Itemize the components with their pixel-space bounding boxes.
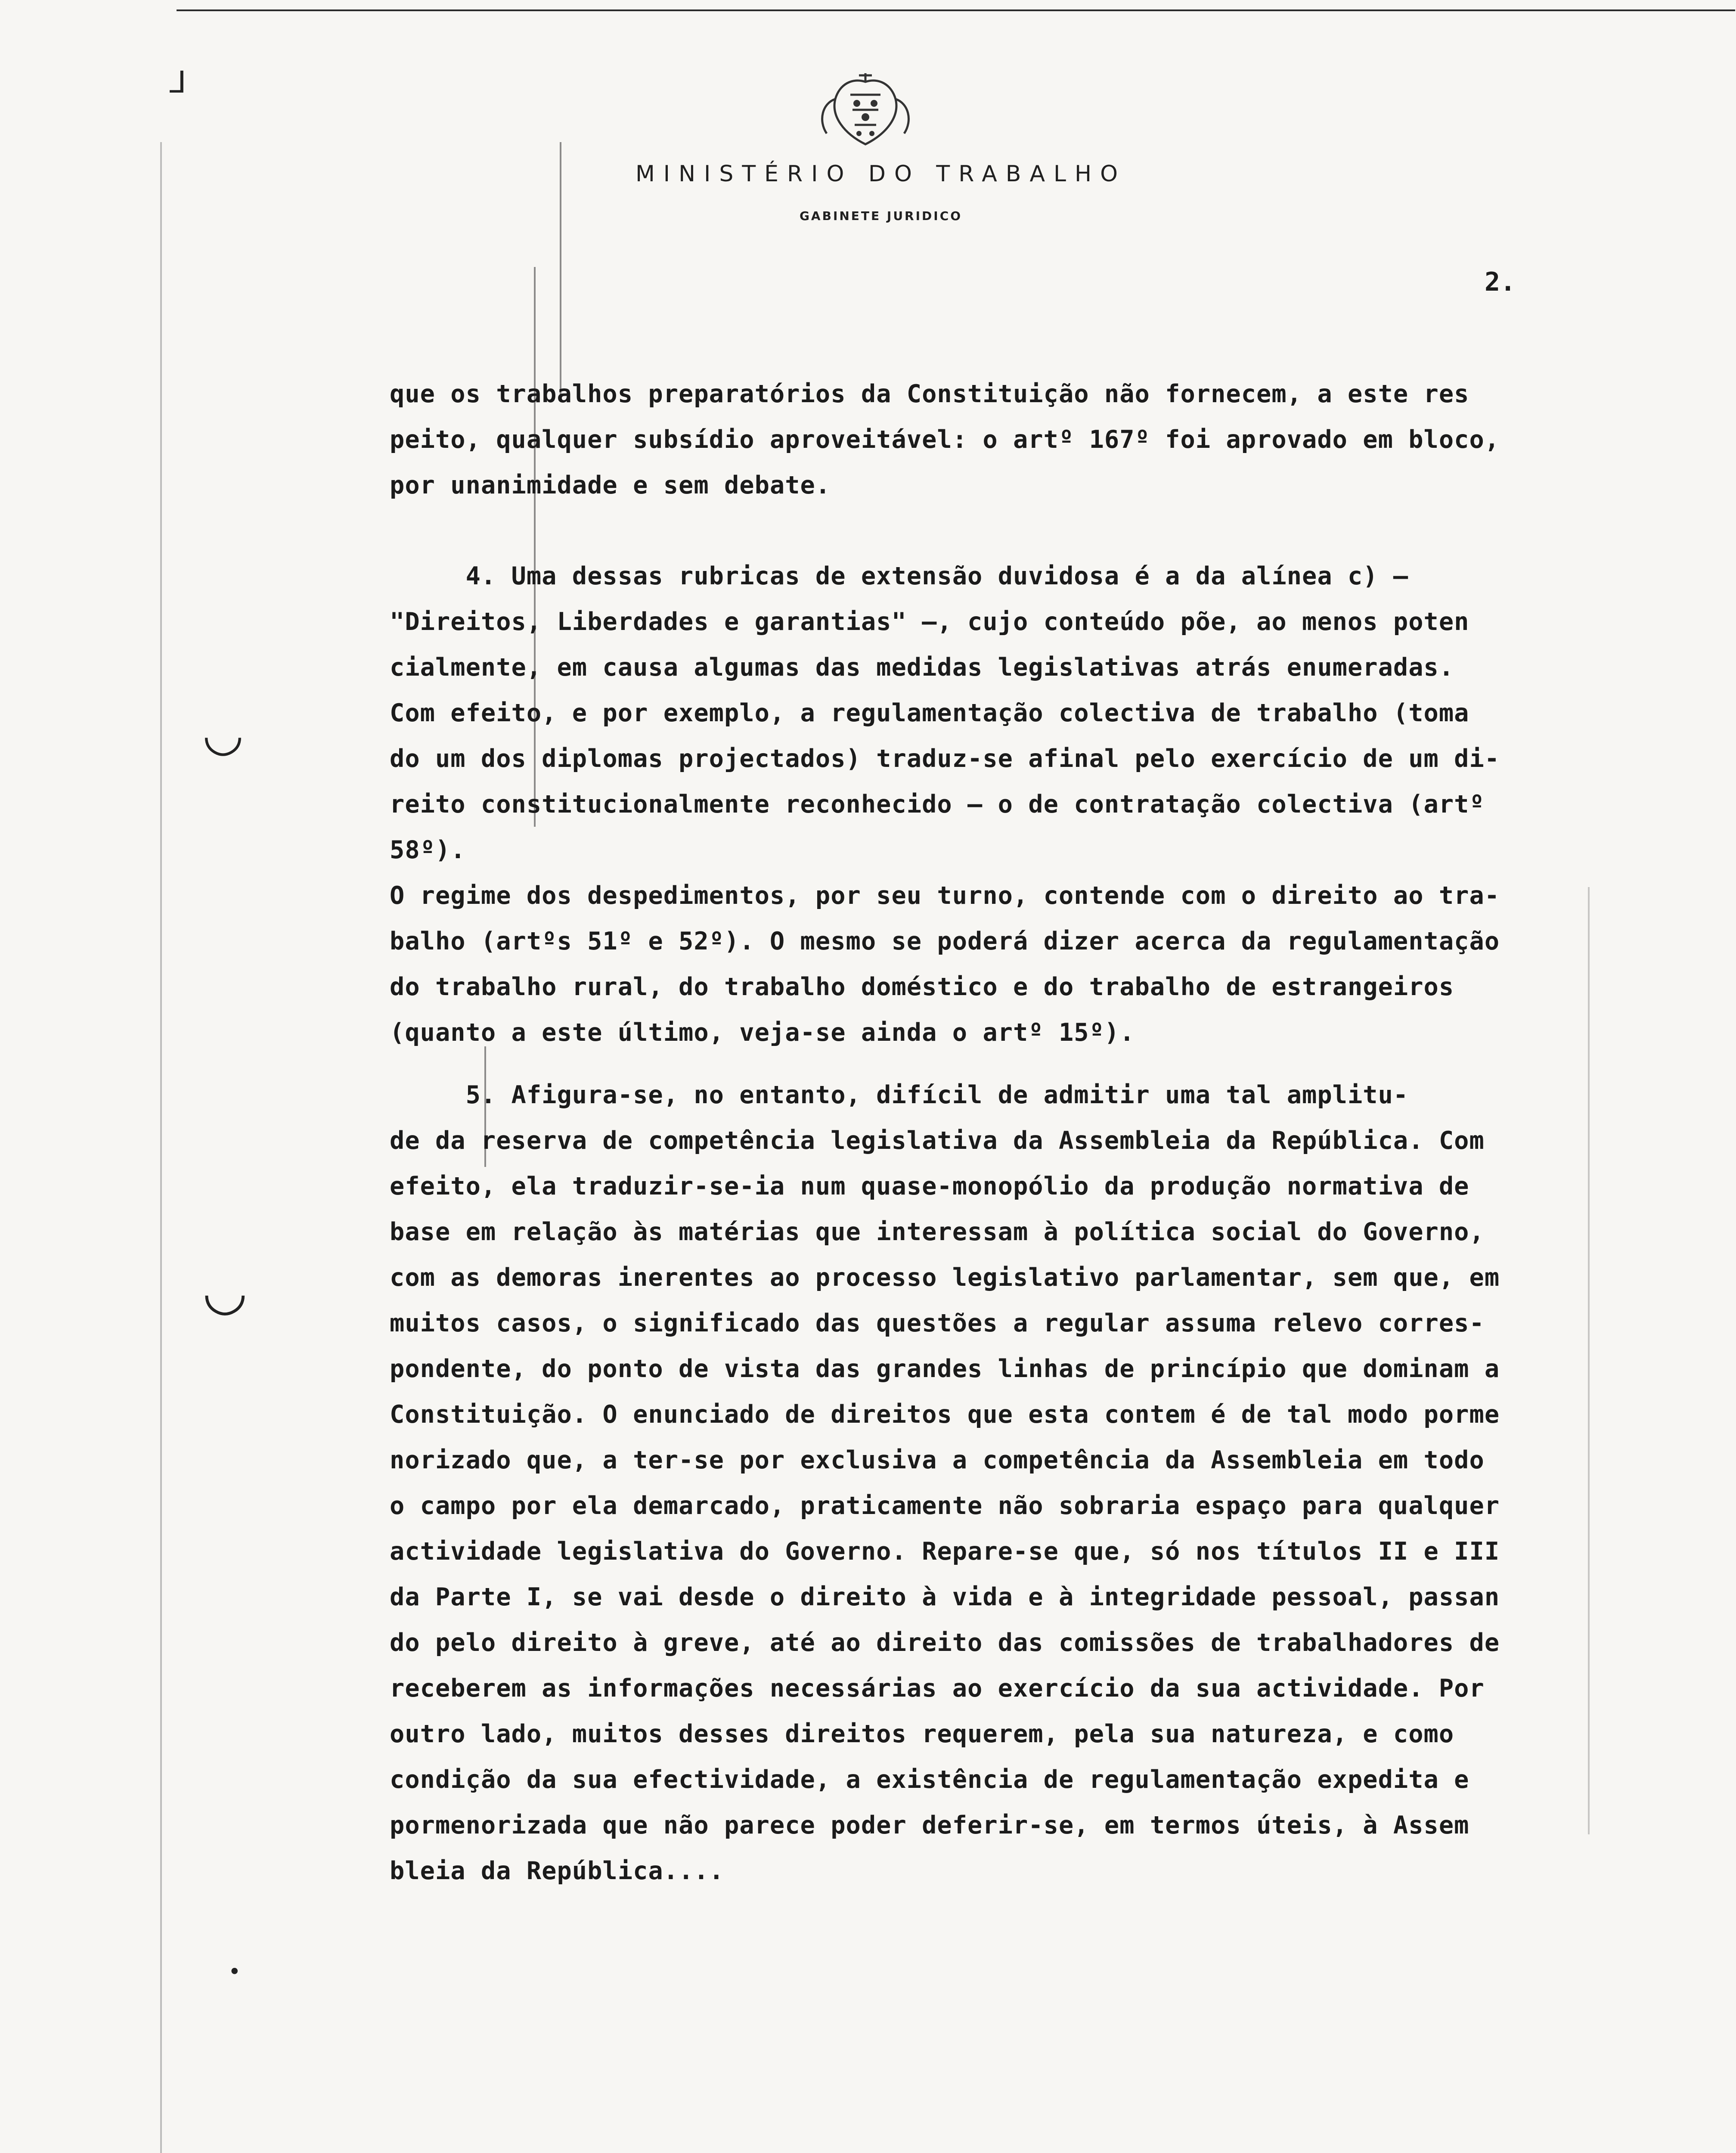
- right-margin-rule: [1588, 887, 1590, 1834]
- text-line: da Parte I, se vai desde o direito à vida e à integridade pessoal, passan: [390, 1583, 1500, 1611]
- text-line: do pelo direito à greve, até ao direito das comissões de trabalhadores de: [390, 1629, 1500, 1657]
- text-line: Constituição. O enunciado de direitos que esta contem é de tal modo porme: [390, 1400, 1500, 1429]
- text-line: actividade legislativa do Governo. Repare-se que, só nos títulos II e III: [390, 1537, 1500, 1566]
- top-rule: [177, 9, 1735, 11]
- text-line: Com efeito, e por exemplo, a regulamentação colectiva de trabalho (toma: [390, 699, 1469, 727]
- text-line: pormenorizada que não parece poder deferir-se, em termos úteis, à Assem: [390, 1811, 1469, 1840]
- text-line: (quanto a este último, veja-se ainda o artº 15º).: [390, 1018, 1135, 1047]
- text-line: que os trabalhos preparatórios da Constituição não fornecem, a este res: [390, 380, 1469, 408]
- text-line: com as demoras inerentes ao processo legislativo parlamentar, sem que, em: [390, 1263, 1500, 1292]
- text-line: por unanimidade e sem debate.: [390, 471, 831, 499]
- text-line: "Direitos, Liberdades e garantias" —, cujo conteúdo põe, ao menos poten: [390, 608, 1469, 636]
- text-line: efeito, ela traduzir-se-ia num quase-monopólio da produção normativa de: [390, 1172, 1469, 1201]
- text-line: outro lado, muitos desses direitos requerem, pela sua natureza, e como: [390, 1720, 1454, 1748]
- paragraph-item-5: [390, 1072, 1552, 1894]
- page-number: 2.: [1485, 267, 1516, 297]
- text-line: cialmente, em causa algumas das medidas legislativas atrás enumeradas.: [390, 653, 1454, 682]
- text-line: o campo por ela demarcado, praticamente não sobraria espaço para qualquer: [390, 1492, 1500, 1520]
- ministry-heading: MINISTÉRIO DO TRABALHO: [635, 161, 1127, 187]
- text-line: 58º).: [390, 836, 466, 864]
- text-line: do trabalho rural, do trabalho doméstico e do trabalho de estrangeiros: [390, 973, 1454, 1001]
- margin-dot-mark: •: [228, 1959, 241, 1984]
- left-margin-rule: [160, 142, 162, 2153]
- text-line: do um dos diplomas projectados) traduz-se afinal pelo exercício de um di-: [390, 745, 1500, 773]
- paragraph-continuation: [390, 371, 1552, 508]
- text-line: base em relação às matérias que interessam à política social do Governo,: [390, 1218, 1485, 1246]
- text-line: pondente, do ponto de vista das grandes linhas de princípio que dominam a: [390, 1355, 1500, 1383]
- text-line: peito, qualquer subsídio aproveitável: o artº 167º foi aprovado em bloco,: [390, 425, 1500, 454]
- text-line: norizado que, a ter-se por exclusiva a competência da Assembleia em todo: [390, 1446, 1485, 1474]
- text-line: bleia da República....: [390, 1857, 724, 1885]
- margin-bracket-mark: ◡: [202, 1262, 248, 1322]
- cabinet-subheading: GABINETE JURIDICO: [799, 209, 963, 223]
- text-line: 4. Uma dessas rubricas de extensão duvidosa é a da alínea c) —: [390, 562, 1409, 590]
- text-line: reito constitucionalmente reconhecido — o de contratação colectiva (artº: [390, 790, 1485, 819]
- paragraph-item-4: [390, 553, 1552, 1055]
- text-line: 5. Afigura-se, no entanto, difícil de admitir uma tal amplitu-: [390, 1081, 1409, 1109]
- text-line: receberem as informações necessárias ao exercício da sua actividade. Por: [390, 1674, 1485, 1703]
- text-line: O regime dos despedimentos, por seu turno, contende com o direito ao tra-: [390, 881, 1500, 910]
- text-line: balho (artºs 51º e 52º). O mesmo se poderá dizer acerca da regulamentação: [390, 927, 1500, 956]
- text-line: condição da sua efectividade, a existência de regulamentação expedita e: [390, 1765, 1469, 1794]
- margin-bracket-mark: ◡: [202, 706, 244, 761]
- text-line: de da reserva de competência legislativa da Assembleia da República. Com: [390, 1126, 1485, 1155]
- text-line: muitos casos, o significado das questões a regular assuma relevo corres-: [390, 1309, 1485, 1337]
- pencil-stroke: [560, 142, 561, 400]
- coat-of-arms-icon: [809, 69, 921, 155]
- margin-scribble-mark: ᒧ: [168, 65, 186, 100]
